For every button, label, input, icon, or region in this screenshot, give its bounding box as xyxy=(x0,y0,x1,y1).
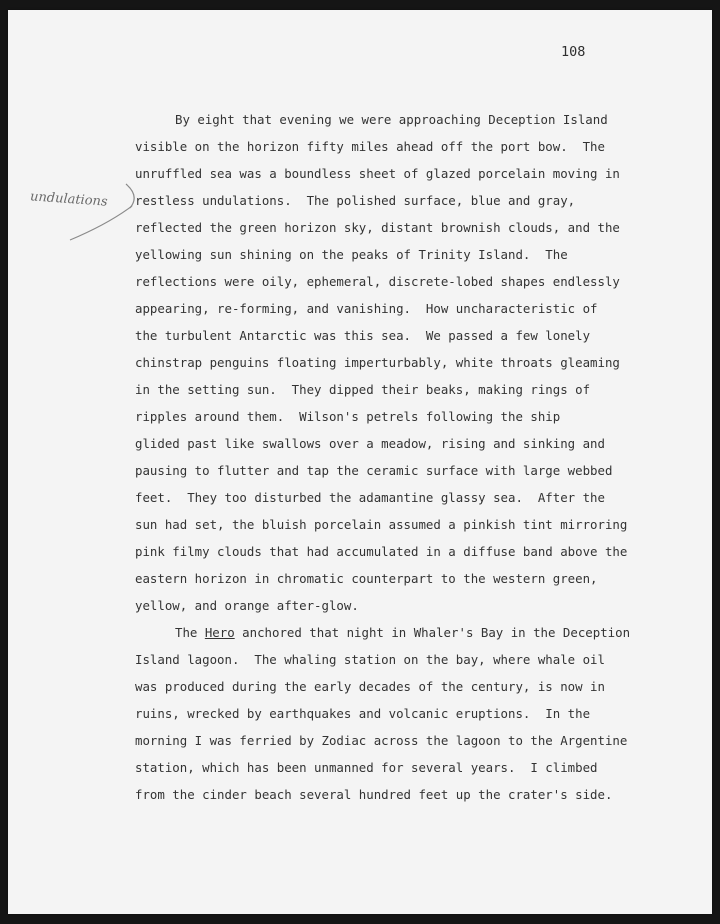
paragraph-1-line: eastern horizon in chromatic counterpart to the western green, xyxy=(135,571,598,586)
text-segment: anchored that night in Whaler's Bay in the Deception xyxy=(234,625,631,640)
paragraph-1-line: restless undulations. The polished surface, blue and gray, xyxy=(135,193,576,208)
paragraph-1-line: in the setting sun. They dipped their beaks, making rings of xyxy=(135,382,591,397)
paragraph-1-line: unruffled sea was a boundless sheet of glazed porcelain moving in xyxy=(135,166,620,181)
paragraph-1-line: reflected the green horizon sky, distant brownish clouds, and the xyxy=(135,220,620,235)
paragraph-1-line: pausing to flutter and tap the ceramic surface with large webbed xyxy=(135,463,613,478)
margin-note-text: undulations xyxy=(29,189,109,210)
paragraph-2-line: morning I was ferried by Zodiac across the lagoon to the Argentine xyxy=(135,733,628,748)
margin-bracket-mark xyxy=(8,178,138,248)
handwritten-margin-note xyxy=(8,178,138,248)
paragraph-1-line: reflections were oily, ephemeral, discrete-lobed shapes endlessly xyxy=(135,274,620,289)
paragraph-1-line: visible on the horizon fifty miles ahead off the port bow. The xyxy=(135,139,605,154)
paragraph-1-line: yellow, and orange after-glow. xyxy=(135,598,359,613)
paragraph-1-line: the turbulent Antarctic was this sea. We passed a few lonely xyxy=(135,328,591,343)
paragraph-2-line: Island lagoon. The whaling station on the bay, where whale oil xyxy=(135,652,605,667)
document-page xyxy=(8,10,712,914)
text-segment: The xyxy=(175,625,205,640)
paragraph-2-line: ruins, wrecked by earthquakes and volcanic eruptions. In the xyxy=(135,706,591,721)
paragraph-1-line: chinstrap penguins floating imperturbably, white throats gleaming xyxy=(135,355,620,370)
paragraph-1-line: yellowing sun shining on the peaks of Trinity Island. The xyxy=(135,247,568,262)
paragraph-1-line: feet. They too disturbed the adamantine glassy sea. After the xyxy=(135,490,605,505)
paragraph-2-line: from the cinder beach several hundred feet up the crater's side. xyxy=(135,787,613,802)
paragraph-1-line: ripples around them. Wilson's petrels following the ship xyxy=(135,409,561,424)
body-text xyxy=(135,106,695,808)
paragraph-1-line: pink filmy clouds that had accumulated in a diffuse band above the xyxy=(135,544,628,559)
paragraph-1-line: glided past like swallows over a meadow, rising and sinking and xyxy=(135,436,605,451)
paragraph-1-line: By eight that evening we were approaching Deception Island xyxy=(175,112,608,127)
page-number: 108 xyxy=(561,44,586,60)
ship-name-underlined: Hero xyxy=(204,625,235,640)
paragraph-2-line: station, which has been unmanned for several years. I climbed xyxy=(135,760,598,775)
paragraph-1-line: sun had set, the bluish porcelain assumed a pinkish tint mirroring xyxy=(135,517,628,532)
paragraph-2-first-line xyxy=(135,619,695,646)
paragraph-1-line: appearing, re-forming, and vanishing. How uncharacteristic of xyxy=(135,301,598,316)
paragraph-2-line: was produced during the early decades of the century, is now in xyxy=(135,679,605,694)
